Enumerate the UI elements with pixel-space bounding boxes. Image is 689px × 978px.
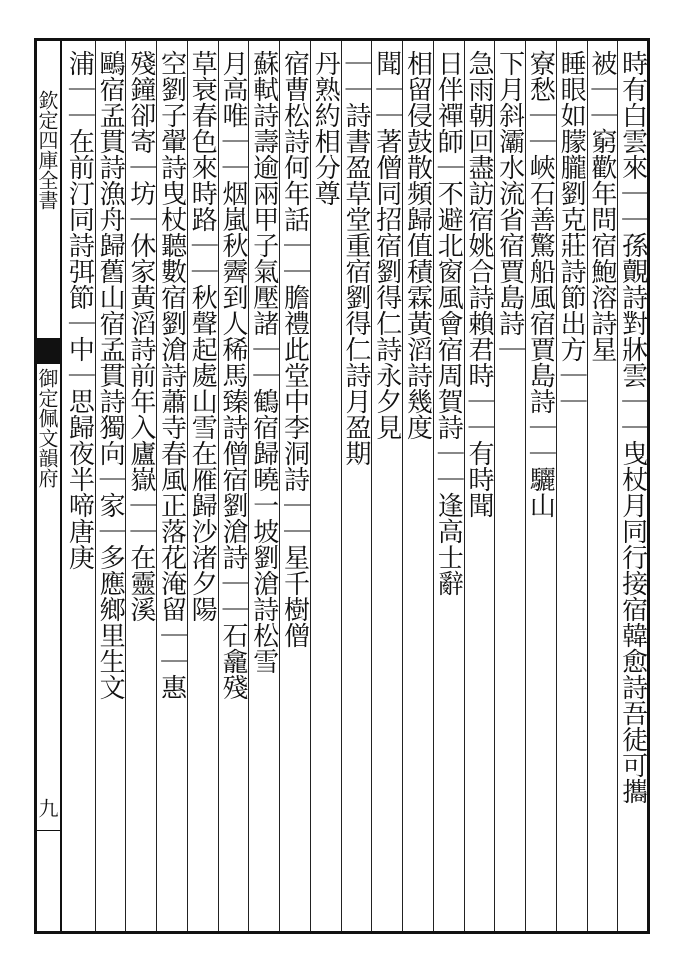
text-column [95, 50, 126, 926]
column-text: 殘鐘卻寄｜坊｜休家黃滔詩前年入廬嶽｜｜在靈溪 [125, 50, 156, 622]
column-rule [341, 41, 342, 931]
column-text: 時有白雲來｜｜孫覿詩對牀雲｜｜曳杖月同行接宿韓愈詩吾徒可攜 [617, 50, 648, 804]
column-rule [556, 41, 557, 931]
column-text: 空劉子翬詩曳杖聽數宿劉滄詩蕭寺春風正落花淹留｜｜惠 [156, 50, 187, 700]
text-column [125, 50, 156, 926]
column-text: 宿曹松詩何年話｜｜膽禮此堂中李洞詩｜｜星千樹僧 [279, 50, 310, 648]
column-rule [310, 41, 311, 931]
collection-title: 欽定四庫全書 [35, 90, 59, 210]
column-text: 睡眼如朦朧劉克莊詩節出方｜｜ [556, 50, 587, 414]
column-text: 鷗宿孟貫詩漁舟歸舊山宿孟貫詩獨向｜家｜多應鄉里生文 [95, 50, 126, 700]
column-rule [525, 41, 526, 931]
text-column [218, 50, 249, 926]
column-rule [125, 41, 126, 931]
column-text: 寮愁｜｜峽石善驚船風宿賈島詩｜｜驪山 [525, 50, 556, 518]
column-text: 浦｜｜在前汀同詩弭節｜中｜思歸夜半啼唐庚 [64, 50, 95, 570]
column-rule [371, 41, 372, 931]
column-text: 相留侵鼓散頻歸值積霖黃滔詩幾度 [402, 50, 433, 440]
book-title: 御定佩文韻府 [35, 368, 59, 488]
text-column [587, 50, 618, 926]
column-rule [95, 41, 96, 931]
column-rule [402, 41, 403, 931]
column-rule [279, 41, 280, 931]
fish-tail-mark [36, 338, 60, 364]
column-text: 聞｜｜著僧同招宿劉得仁詩永夕見 [371, 50, 402, 440]
text-column [279, 50, 310, 926]
column-text: ｜｜詩書盈草堂重宿劉得仁詩月盈期 [340, 50, 371, 466]
text-column [402, 50, 433, 926]
text-column [371, 50, 402, 926]
text-column [494, 50, 525, 926]
text-column [617, 50, 648, 926]
column-rule [187, 41, 188, 931]
column-rule [494, 41, 495, 931]
text-column [525, 50, 556, 926]
column-text: 丹熟約相分尊 [310, 50, 341, 206]
column-text: 被｜｜窮歡年問宿鮑溶詩星 [586, 50, 617, 362]
text-column [187, 50, 218, 926]
margin-strip [36, 38, 62, 934]
page-number-rule [36, 830, 62, 831]
column-text: 日伴禪師｜不避北窗風會宿周賀詩｜｜逢高士辭 [433, 50, 464, 596]
column-text: 下月斜灞水流省宿賈島詩｜ [494, 50, 525, 362]
column-rule [464, 41, 465, 931]
column-text: 蘇軾詩壽逾兩甲子氣壓諸｜｜鶴宿歸曉一坡劉滄詩松雪 [248, 50, 279, 674]
column-rule [248, 41, 249, 931]
column-rule [156, 41, 157, 931]
page-number: 九 [35, 798, 59, 818]
text-column [341, 50, 372, 926]
column-rule [433, 41, 434, 931]
text-column [310, 50, 341, 926]
column-text: 草衰春色來時路｜｜秋聲起處山雪在雁歸沙渚夕陽 [187, 50, 218, 622]
column-text: 急雨朝回盡訪宿姚合詩賴君時｜｜有時聞 [463, 50, 494, 518]
column-rule [218, 41, 219, 931]
column-rule [587, 41, 588, 931]
text-column [156, 50, 187, 926]
text-column [248, 50, 279, 926]
column-rule [617, 41, 618, 931]
column-text: 月高唯｜｜烟嵐秋霽到人稀馬臻詩僧宿劉滄詩｜｜石龕殘 [218, 50, 249, 700]
text-column [433, 50, 464, 926]
text-column [64, 50, 95, 926]
text-column [464, 50, 495, 926]
text-column [556, 50, 587, 926]
